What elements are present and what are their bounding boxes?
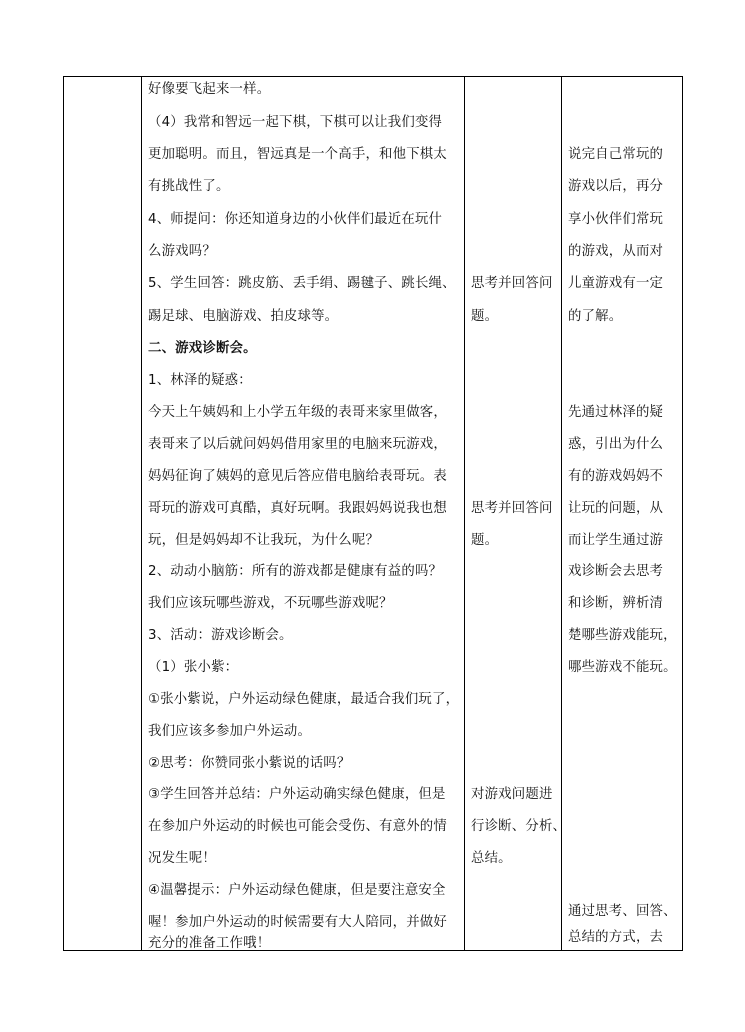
process-line: 2、动动小脑筋：所有的游戏都是健康有益的吗？ xyxy=(148,564,443,579)
design-intent-line: 通过思考、回答、 xyxy=(568,904,677,919)
design-intent-line: 先通过林泽的疑 xyxy=(568,405,664,420)
student-activity-line: 思考并回答问 xyxy=(471,501,553,516)
process-line: 在参加户外运动的时候也可能会受伤、有意外的情 xyxy=(148,819,447,834)
process-line: 玩，但是妈妈却不让我玩，为什么呢？ xyxy=(148,533,380,548)
design-intent-line: 楚哪些游戏能玩， xyxy=(568,628,677,643)
column-divider-2 xyxy=(464,77,465,950)
student-activity-line: 对游戏问题进 xyxy=(471,787,553,802)
design-intent-line: 说完自己常玩的 xyxy=(568,147,664,162)
design-intent-line: 而让学生通过游 xyxy=(568,533,664,548)
design-intent-line: 儿童游戏有一定 xyxy=(568,276,664,291)
process-line: 有挑战性了。 xyxy=(148,179,230,194)
process-line: 5、学生回答：跳皮筋、丢手绢、踢毽子、跳长绳、 xyxy=(148,276,456,291)
student-activity-line: 题。 xyxy=(471,533,499,548)
process-line: 4、师提问：你还知道身边的小伙伴们最近在玩什 xyxy=(148,212,443,227)
design-intent-line: 享小伙伴们常玩 xyxy=(568,212,664,227)
process-line: 哥玩的游戏可真酷，真好玩啊。我跟妈妈说我也想 xyxy=(148,501,447,516)
process-line: 3、活动：游戏诊断会。 xyxy=(148,628,293,643)
design-intent-line: 的游戏，从而对 xyxy=(568,244,664,259)
process-line: 我们应该多参加户外运动。 xyxy=(148,724,312,739)
process-line: 况发生呢！ xyxy=(148,851,216,866)
process-line: 妈妈征询了姨妈的意见后答应借电脑给表哥玩。表 xyxy=(148,469,447,484)
student-activity-line: 题。 xyxy=(471,309,499,324)
process-line: 今天上午姨妈和上小学五年级的表哥来家里做客， xyxy=(148,405,447,420)
process-line: 么游戏吗？ xyxy=(148,244,216,259)
process-line: ④温馨提示：户外运动绿色健康，但是要注意安全 xyxy=(148,883,446,898)
process-line: 表哥来了以后就问妈妈借用家里的电脑来玩游戏， xyxy=(148,437,447,452)
column-divider-1 xyxy=(141,77,142,950)
section-heading: 二、游戏诊断会。 xyxy=(148,341,257,356)
design-intent-line: 和诊断，辨析清 xyxy=(568,596,664,611)
lesson-table xyxy=(63,76,683,951)
process-line: ③学生回答并总结：户外运动确实绿色健康，但是 xyxy=(148,787,446,802)
process-line: 好像要飞起来一样。 xyxy=(148,82,271,97)
design-intent-line: 惑，引出为什么 xyxy=(568,437,664,452)
student-activity-line: 思考并回答问 xyxy=(471,276,553,291)
student-activity-line: 行诊断、分析、 xyxy=(471,819,567,834)
process-line: 踢足球、电脑游戏、拍皮球等。 xyxy=(148,309,339,324)
design-intent-line: 的了解。 xyxy=(568,309,623,324)
design-intent-line: 总结的方式，去 xyxy=(568,930,664,945)
design-intent-line: 让玩的问题，从 xyxy=(568,501,664,516)
process-line: 充分的准备工作哦！ xyxy=(148,936,271,951)
process-line: 1、林泽的疑惑： xyxy=(148,373,252,388)
process-line: 更加聪明。而且，智远真是一个高手，和他下棋太 xyxy=(148,147,447,162)
design-intent-line: 哪些游戏不能玩。 xyxy=(568,660,677,675)
process-line: 我们应该玩哪些游戏，不玩哪些游戏呢？ xyxy=(148,596,393,611)
process-line: 喔！参加户外运动的时候需要有大人陪同，并做好 xyxy=(148,915,447,930)
process-line: （4）我常和智远一起下棋，下棋可以让我们变得 xyxy=(148,115,443,130)
process-line: （1）张小紫： xyxy=(148,660,239,675)
design-intent-line: 游戏以后，再分 xyxy=(568,179,664,194)
student-activity-line: 总结。 xyxy=(471,851,512,866)
process-line: ①张小紫说，户外运动绿色健康，最适合我们玩了， xyxy=(148,692,460,707)
design-intent-line: 戏诊断会去思考 xyxy=(568,564,664,579)
design-intent-line: 有的游戏妈妈不 xyxy=(568,469,664,484)
process-line: ②思考：你赞同张小紫说的话吗？ xyxy=(148,756,351,771)
